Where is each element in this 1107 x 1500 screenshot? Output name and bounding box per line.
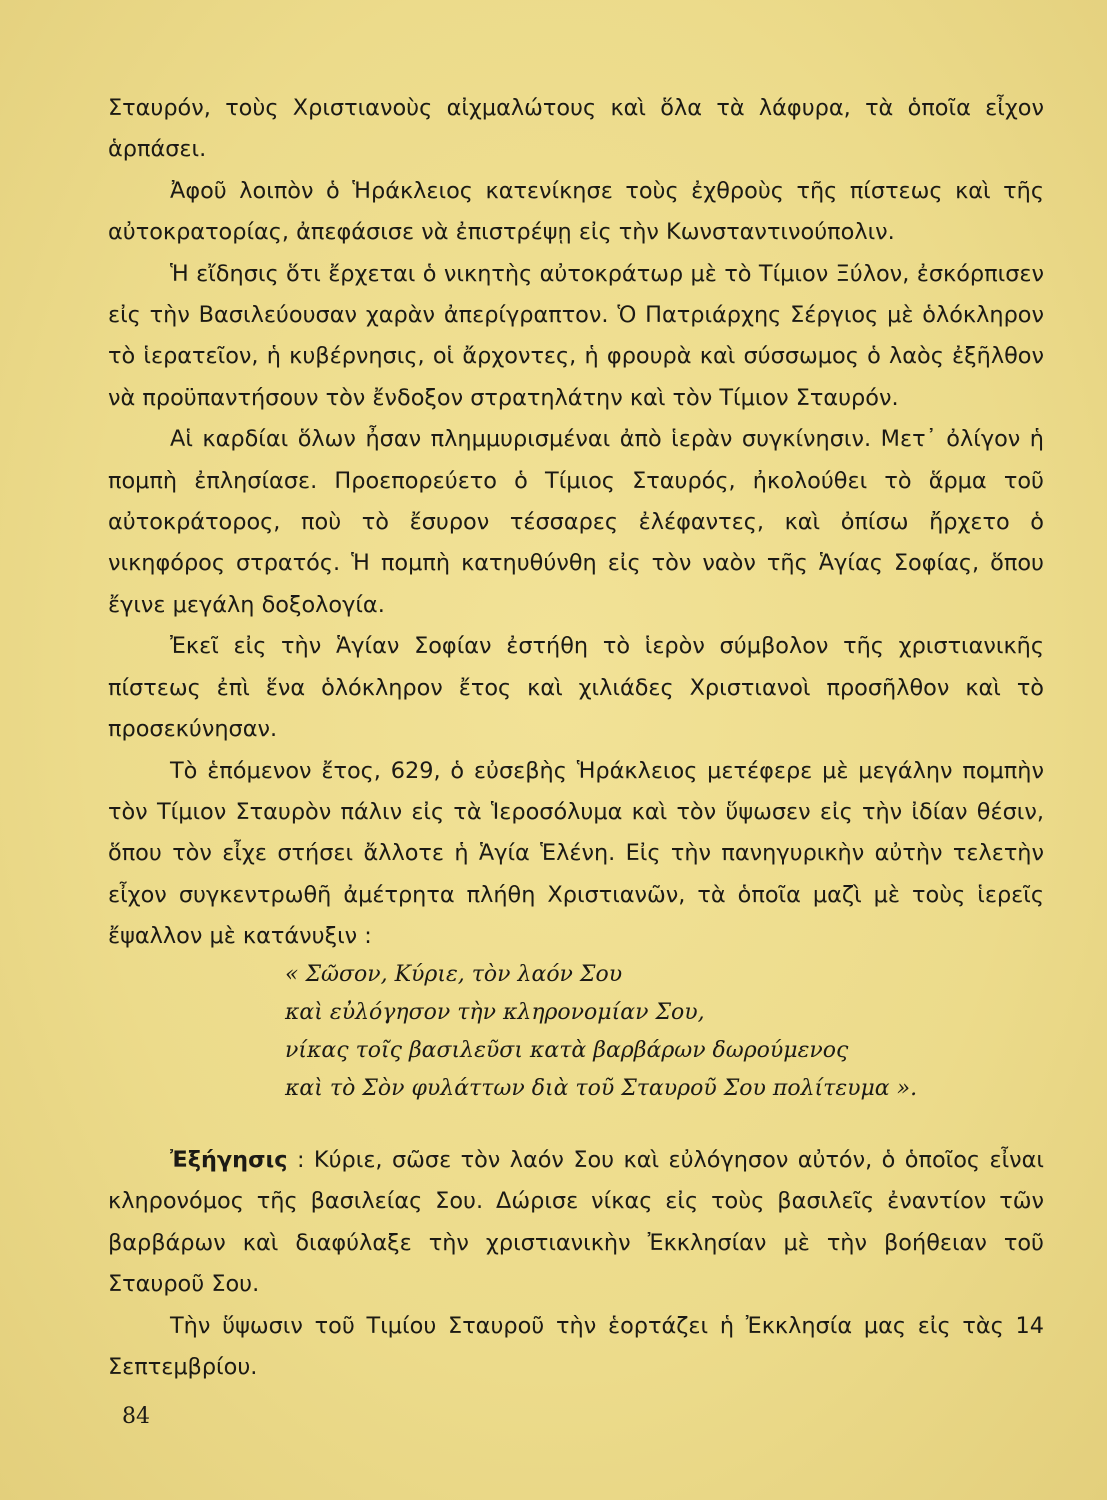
paragraph-6: Τὸ ἑπόμενον ἔτος, 629, ὁ εὐσεβὴς Ἡράκλειος μετέφερε μὲ μεγάλην πομπὴν τὸν Τίμιον Σταυρὸν πάλιν εἰς τὰ Ἱεροσόλυμα καὶ τὸν ὕψωσεν εἰς τὴν ἰδίαν θέσιν, ὅπου τὸν εἶχε στήσει ἄλλοτε ἡ Ἁγία Ἑλένη. Εἰς τὴν πανηγυρικὴν αὐτὴν τελετὴν εἶχον συγκεντρωθῆ ἀμέτρητα πλήθη Χριστιανῶν, τὰ ὁποῖα μαζὶ μὲ τοὺς ἱερεῖς ἔψαλλον μὲ κατάνυξιν : <box>108 757 1044 950</box>
hymn-line-4: καὶ τὸ Σὸν φυλάττων διὰ τοῦ Σταυροῦ Σου πολίτευμα ». <box>285 1076 918 1101</box>
paragraph-2: Ἀφοῦ λοιπὸν ὁ Ἡράκλειος κατενίκησε τοὺς ἐχθροὺς τῆς πίστεως καὶ τῆς αὐτοκρατορίας, ἀπεφάσισε νὰ ἐπιστρέψῃ εἰς τὴν Κωνσταντινούπολιν. <box>108 177 1044 246</box>
hymn-block <box>285 956 1005 1108</box>
explanation-section <box>108 1140 1044 1388</box>
paragraph-3: Ἡ εἴδησις ὅτι ἔρχεται ὁ νικητὴς αὐτοκράτωρ μὲ τὸ Τίμιον Ξύλον, ἐσκόρπισεν εἰς τὴν Βασιλεύουσαν χαρὰν ἀπερίγραπτον. Ὁ Πατριάρχης Σέργιος μὲ ὁλόκληρον τὸ ἱερατεῖον, ἡ κυβέρνησις, οἱ ἄρχοντες, ἡ φρουρὰ καὶ σύσσωμος ὁ λαὸς ἐξῆλθον νὰ προϋπαντήσουν τὸν ἔνδοξον στρατηλάτην καὶ τὸν Τίμιον Σταυρόν. <box>108 260 1044 411</box>
page-number: 84 <box>122 1404 150 1429</box>
paragraph-1: Σταυρόν, τοὺς Χριστιανοὺς αἰχμαλώτους καὶ ὅλα τὰ λάφυρα, τὰ ὁποῖα εἶχον ἁρπάσει. <box>108 95 1044 163</box>
explanation-text: : Κύριε, σῶσε τὸν λαόν Σου καὶ εὐλόγησον αὐτόν, ὁ ὁποῖος εἶναι κληρονόμος τῆς βασιλείας Σου. Δώρισε νίκας εἰς τοὺς βασιλεῖς ἐναντίον τῶν βαρβάρων καὶ διαφύλαξε τὴν χριστιανικὴν Ἐκκλησίαν μὲ τὴν βοήθειαν τοῦ Σταυροῦ Σου. <box>108 1147 1044 1298</box>
hymn-line-1: « Σῶσον, Κύριε, τὸν λαόν Σου <box>285 962 623 987</box>
hymn-line-2: καὶ εὐλόγησον τὴν κληρονομίαν Σου, <box>285 1000 705 1025</box>
closing-paragraph: Τὴν ὕψωσιν τοῦ Τιμίου Σταυροῦ τὴν ἑορτάζει ἡ Ἐκκλησία μας εἰς τὰς 14 Σεπτεμβρίου. <box>108 1312 1044 1381</box>
paragraph-4: Αἱ καρδίαι ὅλων ἦσαν πλημμυρισμέναι ἀπὸ ἱερὰν συγκίνησιν. Μετ᾽ ὀλίγον ἡ πομπὴ ἐπλησίασε. Προεπορεύετο ὁ Τίμιος Σταυρός, ἠκολούθει τὸ ἅρμα τοῦ αὐτοκράτορος, ποὺ τὸ ἔσυρον τέσσαρες ἐλέφαντες, καὶ ὀπίσω ἤρχετο ὁ νικηφόρος στρατός. Ἡ πομπὴ κατηυθύνθη εἰς τὸν ναὸν τῆς Ἁγίας Σοφίας, ὅπου ἔγινε μεγάλη δοξολογία. <box>108 426 1044 618</box>
explanation-paragraph <box>108 1140 1044 1306</box>
hymn-line-3: νίκας τοῖς βασιλεῦσι κατὰ βαρβάρων δωρούμενος <box>285 1038 849 1063</box>
explanation-label: Ἐξήγησις <box>170 1147 288 1173</box>
main-text <box>108 88 1044 958</box>
paragraph-5: Ἐκεῖ εἰς τὴν Ἁγίαν Σοφίαν ἐστήθη τὸ ἱερὸν σύμβολον τῆς χριστιανικῆς πίστεως ἐπὶ ἕνα ὁλόκληρον ἔτος καὶ χιλιάδες Χριστιανοὶ προσῆλθον καὶ τὸ προσεκύνησαν. <box>108 633 1044 743</box>
